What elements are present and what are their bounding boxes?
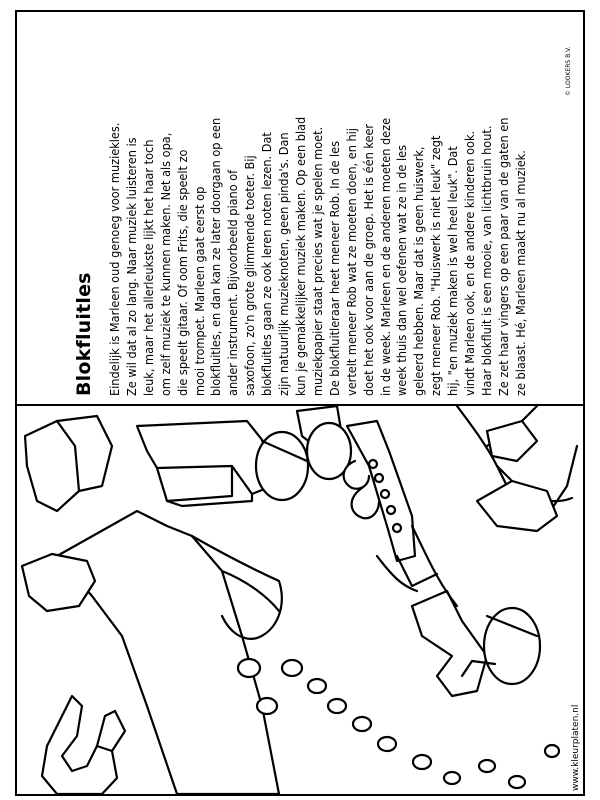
story-line: mooi trompet. Marleen gaat eerst op xyxy=(191,186,207,396)
story-line: Ze zet haar vingers op een paar van de gaten en xyxy=(495,117,511,396)
text-panel-container xyxy=(17,12,583,404)
website-url: www.kleurplaten.nl xyxy=(571,704,581,791)
story-line: blokfluitles, en dan kan ze later doorgaan op een xyxy=(208,117,224,396)
story-line: muziekpapier staat precies wat je spelen moet. xyxy=(309,126,325,396)
story-text xyxy=(107,16,530,396)
story-line: die speelt gitaar. Of oom Frits, die speelt zo xyxy=(174,149,190,396)
copyright-notice: © LOOKERS B.V. xyxy=(565,46,572,96)
music-note-icon xyxy=(42,696,125,794)
music-note-icon xyxy=(412,591,540,696)
story-line: vertelt meneer Rob wat ze moeten doen, en hij xyxy=(343,128,359,396)
text-panel xyxy=(17,12,583,404)
story-line: in de week. Marleen en de anderen moeten deze xyxy=(377,117,393,396)
story-line: ze blaast. Hé, Marleen maakt nu al muziek. xyxy=(512,150,528,396)
shoe-icon xyxy=(477,421,557,531)
story-line: blokfluitles gaan ze ook leren noten lezen. Dat xyxy=(259,132,275,396)
story-line: week thuis dan wel oefenen wat ze in de les xyxy=(394,144,410,396)
story-line: kun je gemakkelijker muziek maken. Op een blad xyxy=(292,116,308,396)
story-line: geleerd hebben. Maar dat is geen huiswerk, xyxy=(411,146,427,396)
story-line: doet het ook voor aan de groep. Het is één keer xyxy=(360,123,376,396)
story-line: Eindelijk is Marleen oud genoeg voor muziekles. xyxy=(107,122,122,396)
story-title: Blokfluitles xyxy=(73,272,95,396)
story-line: zijn natuurlijk muzieknoten, geen pinda's. Dan xyxy=(276,132,292,396)
story-line: hij, "en muziek maken is wel heel leuk". Dat xyxy=(445,146,461,396)
story-line: ander instrument. Bijvoorbeeld piano of xyxy=(225,169,241,396)
recorder-lesson-illustration xyxy=(17,406,583,794)
story-line: saxofoon, zo'n grote glimmende toeter. Bij xyxy=(242,155,258,396)
music-note-icon xyxy=(137,421,308,506)
story-line: De blokfluitleraar heet meneer Rob. In de les xyxy=(326,140,342,396)
story-line: Ze wil dat al zo lang. Naar muziek luisteren is xyxy=(123,137,139,396)
story-line: zegt meneer Rob. "Huiswerk is niet leuk" zegt xyxy=(428,135,444,396)
story-line: vindt Marleen ook, en de andere kinderen ook. xyxy=(462,130,478,396)
story-line: om zelf muziek te kunnen maken. Net als opa, xyxy=(157,132,173,396)
story-line: leuk, maar het allerleukste lijkt het haar toch xyxy=(140,139,156,396)
story-line: Haar blokfluit is een mooie, van lichtbruin hout. xyxy=(478,125,494,396)
